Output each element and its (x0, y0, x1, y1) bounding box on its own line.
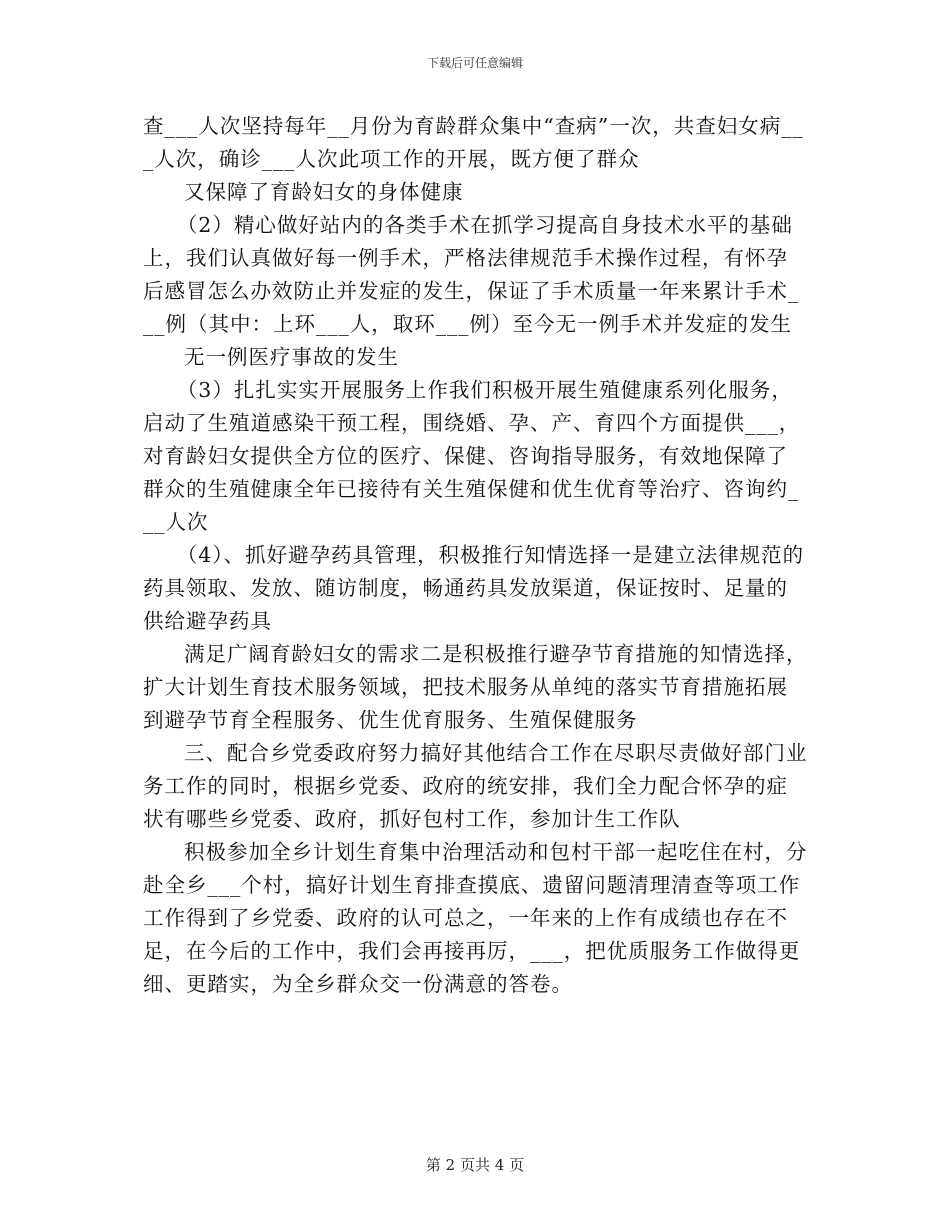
paragraph-8: 三、配合乡党委政府努力搞好其他结合工作在尽职尽责做好部门业务工作的同时，根据乡党委、政府的统安排，我们全力配合怀孕的症状有哪些乡党委、政府，抓好包村工作，参加计生工作队 (143, 741, 808, 831)
paragraph-9: 积极参加全乡计划生育集中治理活动和包村干部一起吃住在村，分赴全乡___个村，搞好计划生育排查摸底、遗留问题清理清查等项工作工作得到了乡党委、政府的认可总之，一年来的上作有成绩也存在不足，在今后的工作中，我们会再接再厉，___，把优质服务工作做得更细、更踏实，为全乡群众交一份满意的答卷。 (143, 840, 808, 996)
paragraph-3: （2）精心做好站内的各类手术在抓学习提高自身技术水平的基础上，我们认真做好每一例手术，严格法律规范手术操作过程，有怀孕后感冒怎么办效防止并发症的发生，保证了手术质量一年来累计手术___例（其中：上环___人，取环___例）至今无一例手术并发症的发生 (143, 213, 800, 336)
page-header: 下载后可任意编辑 (426, 56, 523, 70)
paragraph-4: 无一例医疗事故的发生 (184, 345, 399, 369)
page-footer: 第 2 页共 4 页 (425, 1156, 525, 1174)
paragraph-2: 又保障了育龄妇女的身体健康 (184, 180, 464, 204)
paragraph-1: 查___人次坚持每年__月份为育龄群众集中“查病”一次，共查妇女病___人次，确诊___人次此项工作的开展，既方便了群众 (143, 114, 804, 171)
paragraph-7: 满足广阔育龄妇女的需求二是积极推行避孕节育措施的知情选择，扩大计划生育技术服务领域，把技术服务从单纯的落实节育措施拓展到避孕节育全程服务、优生优育服务、生殖保健服务 (143, 642, 808, 732)
paragraph-6: （4）、抓好避孕药具管理，积极推行知情选择一是建立法律规范的药具领取、发放、随访制度，畅通药具发放渠道，保证按时、足量的供给避孕药具 (143, 543, 805, 633)
paragraph-5: （3）扎扎实实开展服务上作我们积极开展生殖健康系列化服务，启动了生殖道感染干预工程，围绕婚、孕、产、育四个方面提供___，对育龄妇女提供全方位的医疗、保健、咨询指导服务，有效地保障了群众的生殖健康全年已接待有关生殖保健和优生优育等治疗、咨询约___人次 (143, 378, 801, 534)
document-body (143, 110, 808, 1001)
